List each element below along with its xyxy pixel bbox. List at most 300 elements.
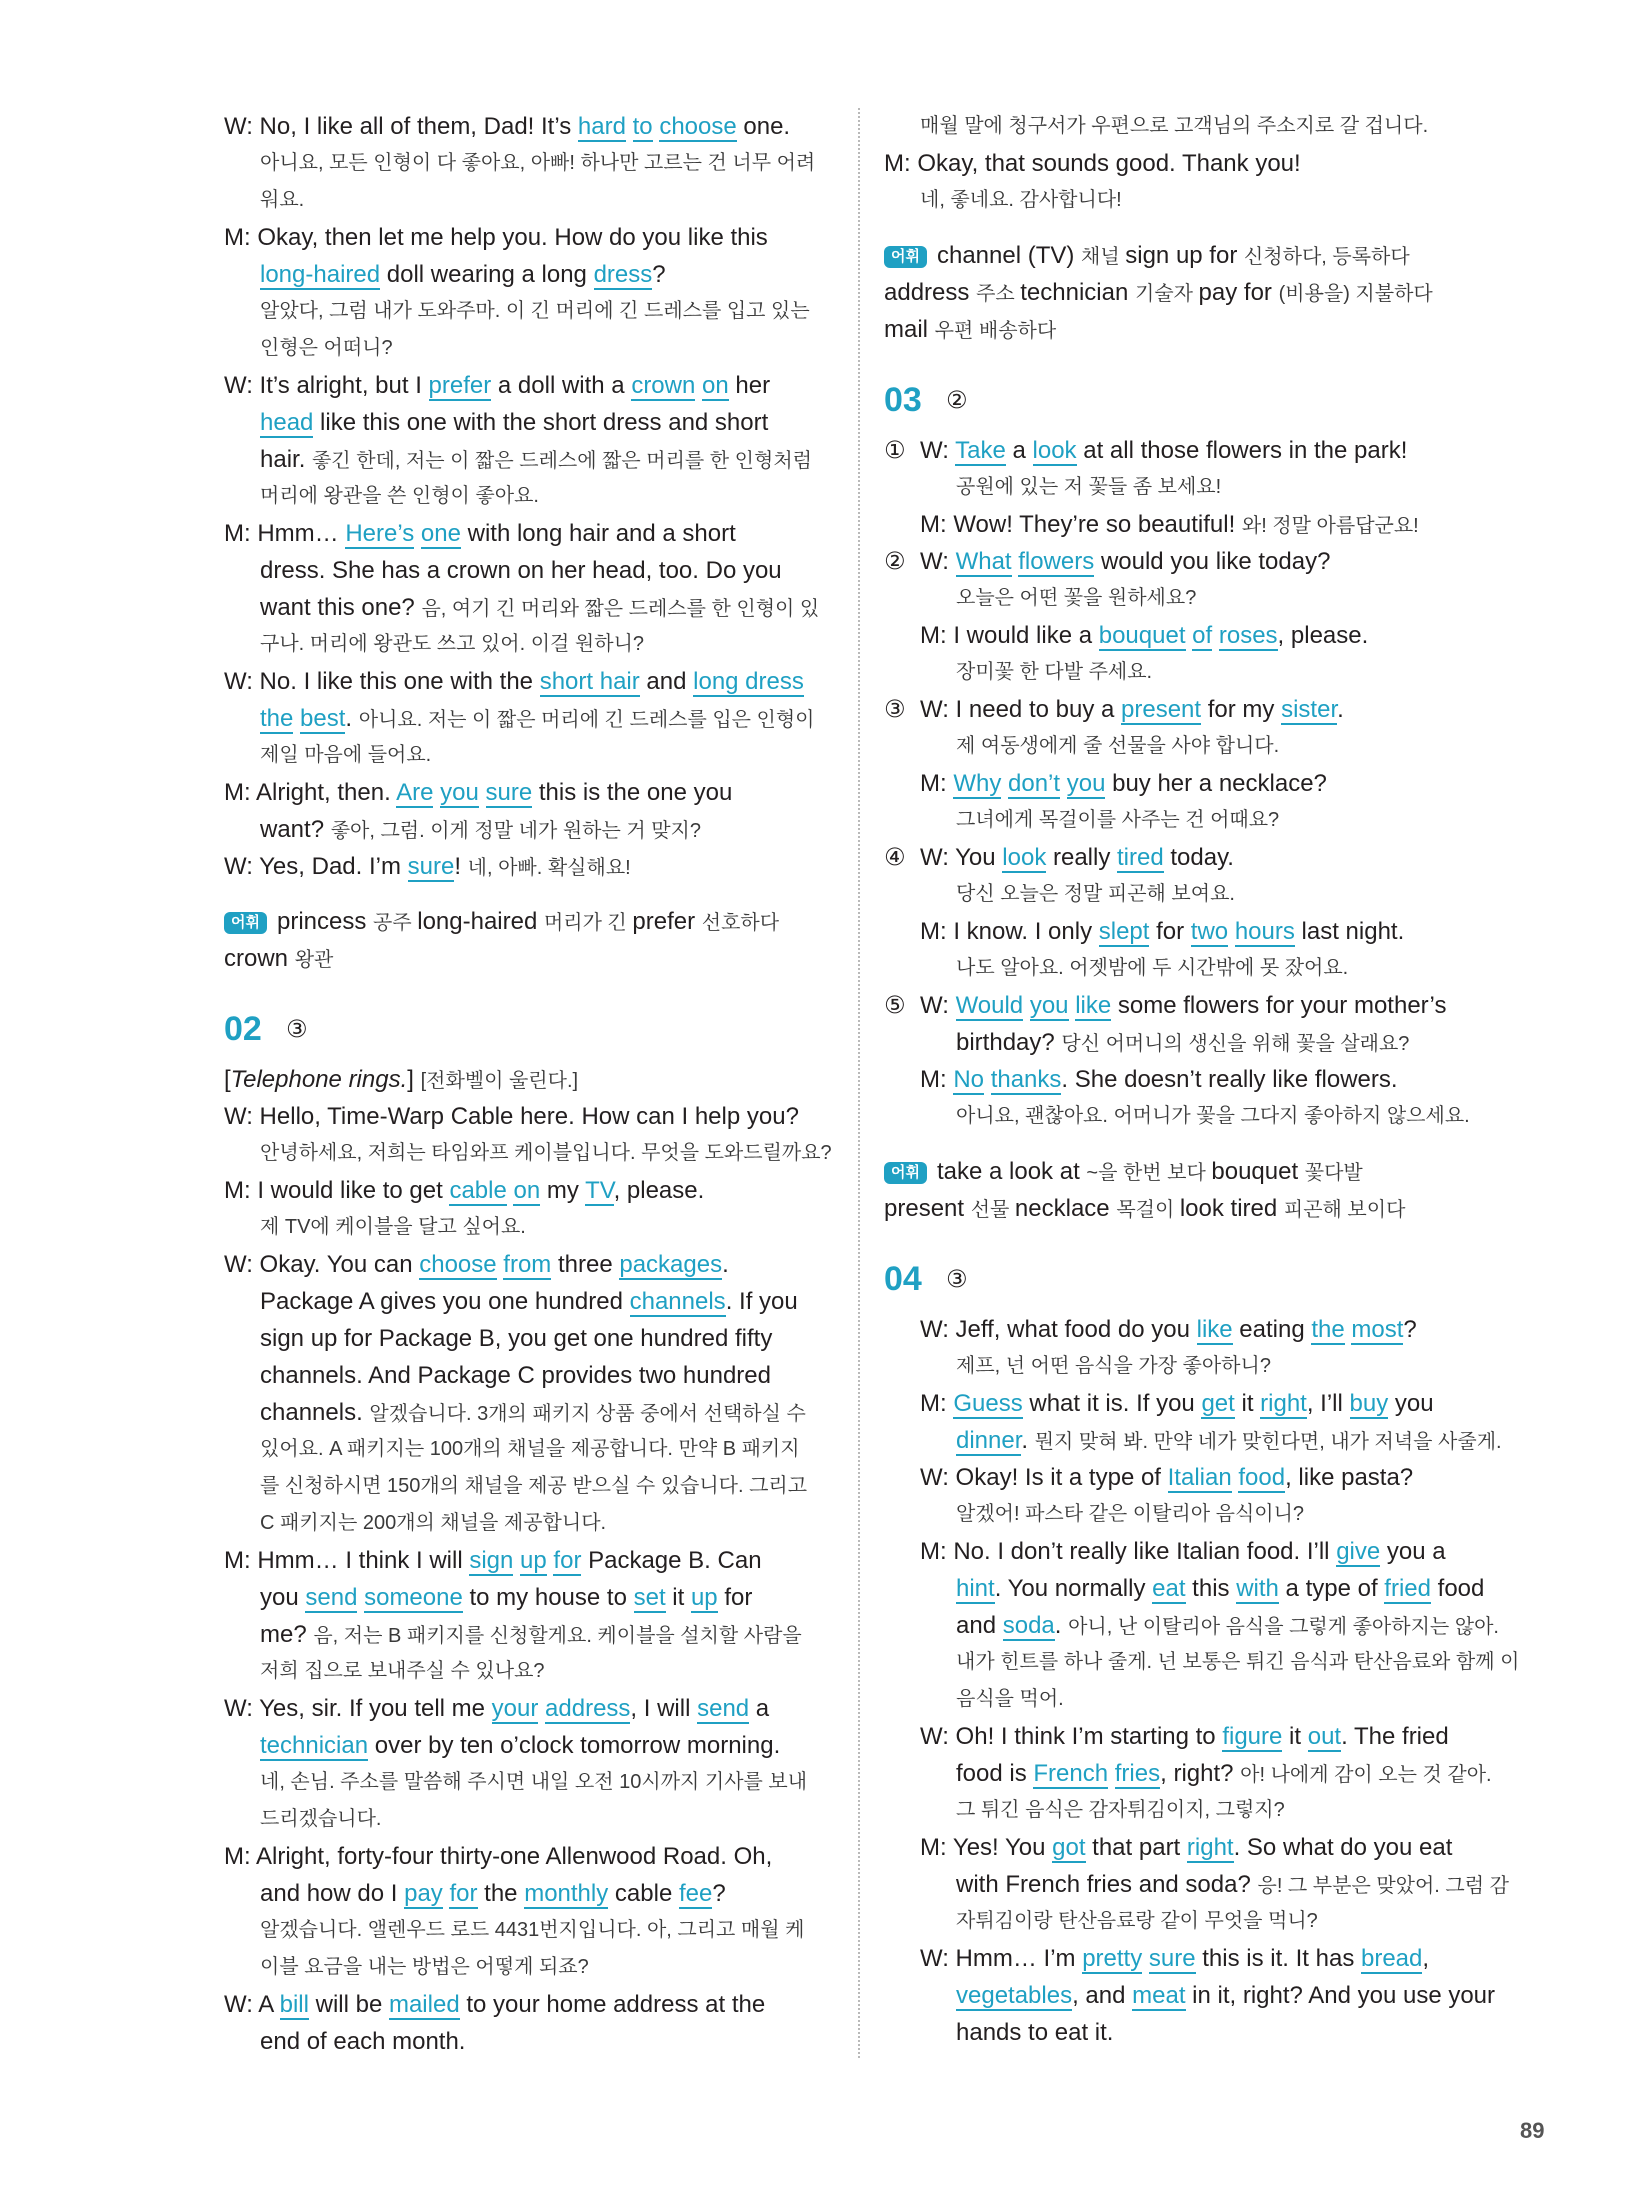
korean-translation: 뭔지 맞혀 봐. 만약 네가 맞힌다면, 내가 저녁을 사줄게. bbox=[1034, 1431, 1502, 1453]
key-word: short hair bbox=[539, 668, 640, 695]
english-text: take a look at bbox=[936, 1158, 1087, 1185]
dialogue-line bbox=[884, 274, 1544, 311]
dialogue-line bbox=[224, 367, 836, 404]
english-text: necklace bbox=[1014, 1195, 1117, 1222]
korean-line: 그 튀긴 음식은 감자튀김이지, 그렇지? bbox=[956, 1799, 1285, 1821]
key-word: Would bbox=[955, 992, 1024, 1019]
korean-translation: 응! 그 부분은 맞았어. 그럼 감 bbox=[1257, 1875, 1509, 1897]
english-text: W: bbox=[920, 437, 956, 464]
korean-line: 제프, 넌 어떤 음식을 가장 좋아하니? bbox=[956, 1355, 1271, 1377]
key-word: look bbox=[1002, 844, 1047, 871]
korean-translation: 좋아, 그럼. 이게 정말 네가 원하는 거 맞지? bbox=[330, 820, 701, 842]
english-text: M: Wow! They’re so beautiful! bbox=[920, 511, 1242, 538]
key-word: get bbox=[1201, 1390, 1235, 1417]
key-word: up bbox=[520, 1547, 547, 1574]
key-word: technician bbox=[260, 1732, 369, 1759]
dialogue-line bbox=[224, 848, 836, 885]
korean-line: 네, 손님. 주소를 말씀해 주시면 내일 오전 10시까지 기사를 보내 bbox=[260, 1771, 808, 1793]
key-word: What bbox=[955, 548, 1012, 575]
spacer bbox=[884, 1227, 1544, 1245]
key-word: with bbox=[1236, 1575, 1279, 1602]
key-word: you bbox=[1029, 992, 1069, 1019]
english-text: . bbox=[1337, 696, 1344, 723]
english-text bbox=[1023, 992, 1030, 1019]
english-text: W: bbox=[920, 992, 956, 1019]
english-text: it bbox=[1234, 1390, 1261, 1417]
korean-line: 아니요, 모든 인형이 다 좋아요, 아빠! 하나만 고르는 건 너무 어려 bbox=[260, 152, 816, 174]
key-word: two bbox=[1190, 918, 1229, 945]
english-text: W: bbox=[920, 548, 956, 575]
key-word: best bbox=[300, 705, 346, 732]
english-text: really bbox=[1046, 844, 1118, 871]
spacer bbox=[224, 977, 836, 995]
korean-line: 그녀에게 목걸이를 사주는 건 어때요? bbox=[956, 809, 1280, 831]
english-text: . So what do you eat bbox=[1233, 1834, 1453, 1861]
dialogue-line bbox=[884, 1718, 1544, 1755]
dialogue-line bbox=[884, 1755, 1544, 1792]
korean-line: 당신 오늘은 정말 피곤해 보여요. bbox=[956, 883, 1235, 905]
korean-line: 제 TV에 케이블을 달고 싶어요. bbox=[260, 1216, 526, 1238]
option-line bbox=[884, 839, 1544, 876]
section-number: 02 bbox=[224, 1009, 262, 1048]
spacer bbox=[224, 885, 836, 903]
vocab-line bbox=[884, 237, 1544, 274]
dialogue-line bbox=[224, 1838, 836, 1875]
english-text: will be bbox=[308, 1991, 389, 2018]
option-number: ④ bbox=[884, 844, 906, 871]
english-text: . bbox=[1021, 1427, 1035, 1454]
dialogue-line bbox=[884, 1570, 1544, 1607]
english-text: , please. bbox=[1277, 622, 1369, 649]
english-text bbox=[1228, 918, 1235, 945]
korean-line: 알겠습니다. 앨렌우드 로드 4431번지입니다. 아, 그리고 매월 케 bbox=[260, 1919, 805, 1941]
key-word: TV bbox=[585, 1177, 614, 1204]
dialogue-line bbox=[224, 663, 836, 700]
page-number: 89 bbox=[1520, 2118, 1545, 2143]
english-text: ] bbox=[407, 1066, 421, 1093]
english-text: a bbox=[1005, 437, 1033, 464]
key-word: hard bbox=[577, 113, 626, 140]
english-text: W: Yes, Dad. I’m bbox=[224, 853, 408, 880]
option-line bbox=[884, 432, 1544, 469]
dialogue-line bbox=[884, 1311, 1544, 1348]
dialogue-line bbox=[884, 1024, 1544, 1061]
key-word: someone bbox=[364, 1584, 463, 1611]
key-word: Here’s bbox=[345, 520, 415, 547]
english-text: channels. bbox=[260, 1399, 370, 1426]
english-text: some flowers for your mother’s bbox=[1111, 992, 1447, 1019]
option-line bbox=[884, 1061, 1544, 1098]
korean-translation: 음, 여기 긴 머리와 짧은 드레스를 한 인형이 있 bbox=[421, 598, 820, 620]
english-text: sign up for bbox=[1125, 242, 1244, 269]
english-text: want? bbox=[260, 816, 331, 843]
dialogue-line bbox=[224, 441, 836, 478]
korean-translation: 음, 저는 B 패키지를 신청할게요. 케이블을 설치할 사람을 bbox=[313, 1625, 802, 1647]
dialogue-line bbox=[884, 145, 1544, 182]
key-word: hours bbox=[1234, 918, 1295, 945]
korean-line: 를 신청하시면 150개의 채널을 제공 받으실 수 있습니다. 그리고 bbox=[260, 1475, 808, 1497]
key-word: of bbox=[1192, 622, 1213, 649]
dialogue-line bbox=[884, 1607, 1544, 1644]
english-text: W: Okay. You can bbox=[224, 1251, 420, 1278]
key-word: head bbox=[260, 409, 314, 436]
english-text: a type of bbox=[1278, 1575, 1385, 1602]
english-text: and bbox=[639, 668, 694, 695]
key-word: like bbox=[1196, 1316, 1233, 1343]
dialogue-line bbox=[224, 1616, 836, 1653]
english-text: that part bbox=[1085, 1834, 1187, 1861]
key-word: monthly bbox=[524, 1880, 609, 1907]
english-text: this bbox=[1185, 1575, 1237, 1602]
dialogue-line bbox=[224, 940, 836, 977]
key-word: bread bbox=[1360, 1945, 1423, 1972]
dialogue-line bbox=[884, 1533, 1544, 1570]
english-text: sign up for Package B, you get one hundred fifty bbox=[260, 1325, 773, 1352]
vocab-line bbox=[884, 1153, 1544, 1190]
english-text: , and bbox=[1072, 1982, 1133, 2009]
english-text: , I will bbox=[630, 1695, 698, 1722]
korean-line: 자튀김이랑 탄산음료랑 같이 무엇을 먹니? bbox=[956, 1910, 1318, 1932]
korean-line: 구나. 머리에 왕관도 쓰고 있어. 이걸 원하니? bbox=[260, 633, 645, 655]
option-line bbox=[884, 506, 1544, 543]
english-text bbox=[1108, 1760, 1115, 1787]
korean-line: 안녕하세요, 저희는 타임와프 케이블입니다. 무엇을 도와드릴까요? bbox=[260, 1142, 832, 1164]
key-word: bill bbox=[279, 1991, 309, 2018]
english-text: it bbox=[665, 1584, 691, 1611]
dialogue-line bbox=[224, 1542, 836, 1579]
option-line bbox=[884, 691, 1544, 728]
korean-translation: 당신 어머니의 생신을 위해 꽃을 살래요? bbox=[1061, 1033, 1410, 1055]
english-text: in it, right? And you use your bbox=[1185, 1982, 1496, 2009]
key-word: soda bbox=[1002, 1612, 1055, 1639]
english-text: M: I know. I only bbox=[920, 918, 1099, 945]
korean-line: C 패키지는 200개의 채널을 제공합니다. bbox=[260, 1512, 607, 1534]
korean-line: 오늘은 어떤 꽃을 원하세요? bbox=[956, 587, 1197, 609]
key-word: French bbox=[1033, 1760, 1109, 1787]
english-text: M: I would like to get bbox=[224, 1177, 450, 1204]
korean-line: 공원에 있는 저 꽃들 좀 보세요! bbox=[956, 476, 1222, 498]
spacer bbox=[884, 348, 1544, 366]
english-text bbox=[695, 372, 702, 399]
english-text: today. bbox=[1163, 844, 1234, 871]
dialogue-line bbox=[224, 404, 836, 441]
korean-translation: 선호하다 bbox=[701, 912, 780, 934]
key-word: vegetables bbox=[956, 1982, 1073, 2009]
english-text bbox=[479, 779, 486, 806]
english-text: want this one? bbox=[260, 594, 422, 621]
english-text: M: Yes! You bbox=[920, 1834, 1053, 1861]
english-text: M: Hmm… I think I will bbox=[224, 1547, 470, 1574]
key-word: out bbox=[1307, 1723, 1342, 1750]
english-text: address bbox=[884, 279, 977, 306]
key-word: sister bbox=[1281, 696, 1338, 723]
english-text: . The fried bbox=[1341, 1723, 1449, 1750]
english-text: a doll with a bbox=[491, 372, 632, 399]
english-text: W: It’s alright, but I bbox=[224, 372, 429, 399]
key-word: tired bbox=[1117, 844, 1164, 871]
korean-translation: 좋긴 한데, 저는 이 짧은 드레스에 짧은 머리를 한 인형처럼 bbox=[312, 450, 812, 472]
english-text: birthday? bbox=[956, 1029, 1062, 1056]
korean-line: 제 여동생에게 줄 선물을 사야 합니다. bbox=[956, 735, 1280, 757]
korean-line: 저희 집으로 보내주실 수 있나요? bbox=[260, 1660, 545, 1682]
korean-translation: 우편 배송하다 bbox=[934, 320, 1057, 342]
key-word: Italian bbox=[1167, 1464, 1232, 1491]
key-word: for bbox=[553, 1547, 582, 1574]
english-text: Package A gives you one hundred bbox=[260, 1288, 630, 1315]
english-text: and bbox=[956, 1612, 1003, 1639]
english-text: W: A bbox=[224, 1991, 280, 2018]
english-text: , like pasta? bbox=[1285, 1464, 1414, 1491]
key-word: pretty bbox=[1082, 1945, 1143, 1972]
option-line bbox=[884, 987, 1544, 1024]
korean-line: 알겠어! 파스타 같은 이탈리아 음식이니? bbox=[956, 1503, 1305, 1525]
korean-translation: 네, 아빠. 확실해요! bbox=[467, 857, 631, 879]
english-text: with long hair and a short bbox=[460, 520, 736, 547]
key-word: the bbox=[260, 705, 294, 732]
english-text: me? bbox=[260, 1621, 314, 1648]
key-word: eat bbox=[1152, 1575, 1186, 1602]
dialogue-line bbox=[224, 1357, 836, 1394]
key-word: present bbox=[1121, 696, 1202, 723]
key-word: buy bbox=[1349, 1390, 1389, 1417]
key-word: packages bbox=[619, 1251, 723, 1278]
key-word: prefer bbox=[428, 372, 492, 399]
vocab-tag: 어휘 bbox=[224, 912, 267, 934]
english-text: this is it. It has bbox=[1195, 1945, 1361, 1972]
english-text: prefer bbox=[632, 908, 702, 935]
korean-line: 매월 말에 청구서가 우편으로 고객님의 주소지로 갈 겁니다. bbox=[920, 115, 1429, 137]
section-header bbox=[884, 372, 1544, 428]
dialogue-line bbox=[224, 1246, 836, 1283]
english-text: over by ten o’clock tomorrow morning. bbox=[368, 1732, 781, 1759]
dialogue-line bbox=[884, 1829, 1544, 1866]
dialogue-line bbox=[224, 552, 836, 589]
option-number: ③ bbox=[884, 696, 906, 723]
dialogue-line bbox=[224, 811, 836, 848]
korean-line: 있어요. A 패키지는 100개의 채널을 제공합니다. 만약 B 패키지 bbox=[260, 1438, 800, 1460]
korean-line: 네, 좋네요. 감사합니다! bbox=[920, 189, 1122, 211]
english-text: M: bbox=[920, 770, 954, 797]
dialogue-line bbox=[224, 1283, 836, 1320]
korean-translation: 알겠습니다. 3개의 패키지 상품 중에서 선택하실 수 bbox=[369, 1403, 806, 1425]
key-word: dress bbox=[593, 261, 653, 288]
option-line bbox=[884, 617, 1544, 654]
vocab-line bbox=[224, 903, 836, 940]
korean-line: 워요. bbox=[260, 189, 305, 211]
english-text: look tired bbox=[1179, 1195, 1284, 1222]
right-column bbox=[884, 108, 1544, 2051]
key-word: Are bbox=[396, 779, 434, 806]
english-text: technician bbox=[1020, 279, 1136, 306]
dialogue-line bbox=[224, 256, 836, 293]
key-word: sign bbox=[469, 1547, 514, 1574]
key-word: most bbox=[1351, 1316, 1404, 1343]
english-text: crown bbox=[224, 945, 295, 972]
english-text: eating bbox=[1232, 1316, 1312, 1343]
column-divider bbox=[858, 108, 860, 2058]
english-text: end of each month. bbox=[260, 2028, 466, 2055]
key-word: Why bbox=[953, 770, 1002, 797]
key-word: send bbox=[697, 1695, 750, 1722]
key-word: sure bbox=[1148, 1945, 1196, 1972]
english-text: ? bbox=[652, 261, 666, 288]
key-word: don’t bbox=[1008, 770, 1061, 797]
dialogue-line bbox=[224, 1061, 836, 1098]
english-text: present bbox=[884, 1195, 971, 1222]
english-text: W: You bbox=[920, 844, 1003, 871]
dialogue-line bbox=[884, 1866, 1544, 1903]
english-text: three bbox=[551, 1251, 620, 1278]
english-text bbox=[626, 113, 633, 140]
key-word: got bbox=[1052, 1834, 1086, 1861]
key-word: the bbox=[1311, 1316, 1345, 1343]
english-text: what it is. If you bbox=[1022, 1390, 1202, 1417]
korean-translation: 머리가 긴 bbox=[543, 912, 633, 934]
english-text: her bbox=[728, 372, 771, 399]
english-text: W: Jeff, what food do you bbox=[920, 1316, 1197, 1343]
english-text: [ bbox=[224, 1066, 231, 1093]
english-text: bouquet bbox=[1211, 1158, 1305, 1185]
english-text: M: Hmm… bbox=[224, 520, 346, 547]
korean-translation: 와! 정말 아름답군요! bbox=[1241, 515, 1419, 537]
english-text: channels. And Package C provides two hundred bbox=[260, 1362, 771, 1389]
english-text: would you like today? bbox=[1094, 548, 1331, 575]
key-word: to bbox=[632, 113, 653, 140]
key-word: Take bbox=[955, 437, 1006, 464]
section-number: 04 bbox=[884, 1259, 922, 1298]
english-text: W: No. I like this one with the bbox=[224, 668, 540, 695]
key-word: your bbox=[491, 1695, 539, 1722]
english-text bbox=[1212, 622, 1219, 649]
english-text: you bbox=[1388, 1390, 1434, 1417]
key-word: fried bbox=[1384, 1575, 1431, 1602]
key-word: meat bbox=[1132, 1982, 1186, 2009]
key-word: on bbox=[513, 1177, 541, 1204]
dialogue-line bbox=[224, 1986, 836, 2023]
korean-translation: 왕관 bbox=[294, 949, 334, 971]
spacer bbox=[884, 219, 1544, 237]
korean-translation: 채널 bbox=[1081, 246, 1126, 268]
dialogue-line bbox=[224, 1098, 836, 1135]
dialogue-line bbox=[224, 515, 836, 552]
english-text: princess bbox=[276, 908, 374, 935]
korean-translation: 기술자 bbox=[1135, 283, 1199, 305]
option-line bbox=[884, 765, 1544, 802]
english-text: . bbox=[1054, 1612, 1069, 1639]
option-line bbox=[884, 543, 1544, 580]
english-text: , right? bbox=[1160, 1760, 1241, 1787]
key-word: roses bbox=[1218, 622, 1278, 649]
korean-line: 나도 알아요. 어젯밤에 두 시간밖에 못 잤어요. bbox=[956, 957, 1349, 979]
answer-mark: ③ bbox=[946, 1265, 968, 1293]
korean-line: 제일 마음에 들어요. bbox=[260, 744, 432, 766]
english-text bbox=[414, 520, 421, 547]
english-text: mail bbox=[884, 316, 935, 343]
dialogue-line bbox=[224, 1172, 836, 1209]
korean-translation: 아! 나에게 감이 오는 것 같아. bbox=[1240, 1764, 1492, 1786]
dialogue-line bbox=[224, 108, 836, 145]
english-text: for my bbox=[1201, 696, 1282, 723]
korean-translation: 꽃다발 bbox=[1304, 1162, 1363, 1184]
dialogue-line bbox=[224, 1875, 836, 1912]
key-word: look bbox=[1032, 437, 1077, 464]
key-word: fries bbox=[1114, 1760, 1161, 1787]
key-word: fee bbox=[678, 1880, 713, 1907]
english-text: food is bbox=[956, 1760, 1034, 1787]
english-text: a bbox=[749, 1695, 770, 1722]
dialogue-line bbox=[224, 219, 836, 256]
english-text: and how do I bbox=[260, 1880, 405, 1907]
left-column bbox=[224, 108, 836, 2060]
key-word: on bbox=[702, 372, 729, 399]
korean-line: 알았다, 그럼 내가 도와주마. 이 긴 머리에 긴 드레스를 입고 있는 bbox=[260, 300, 810, 322]
english-text: buy her a necklace? bbox=[1105, 770, 1327, 797]
key-word: set bbox=[633, 1584, 666, 1611]
korean-line: 아니요, 괜찮아요. 어머니가 꽃을 그다지 좋아하지 않으세요. bbox=[956, 1105, 1470, 1127]
key-word: thanks bbox=[990, 1066, 1062, 1093]
key-word: figure bbox=[1222, 1723, 1283, 1750]
dialogue-line bbox=[224, 1320, 836, 1357]
english-text: W: No, I like all of them, Dad! It’s bbox=[224, 113, 578, 140]
answer-mark: ③ bbox=[286, 1015, 308, 1043]
english-text: . She doesn’t really like flowers. bbox=[1061, 1066, 1398, 1093]
dialogue-line bbox=[884, 1977, 1544, 2014]
english-text: hands to eat it. bbox=[956, 2019, 1114, 2046]
english-text: you a bbox=[1380, 1538, 1446, 1565]
key-word: Guess bbox=[953, 1390, 1023, 1417]
vocab-tag: 어휘 bbox=[884, 246, 927, 268]
english-text bbox=[1001, 770, 1008, 797]
korean-line: 장미꽃 한 다발 주세요. bbox=[956, 661, 1153, 683]
key-word: send bbox=[305, 1584, 358, 1611]
stage-direction: Telephone rings. bbox=[230, 1066, 408, 1093]
english-text: hair. bbox=[260, 446, 313, 473]
korean-line: 음식을 먹어. bbox=[956, 1688, 1064, 1710]
english-text: ! bbox=[454, 853, 468, 880]
dialogue-line bbox=[884, 1190, 1544, 1227]
option-number: ⑤ bbox=[884, 992, 906, 1019]
key-word: you bbox=[1066, 770, 1106, 797]
key-word: cable bbox=[449, 1177, 507, 1204]
key-word: mailed bbox=[388, 1991, 460, 2018]
key-word: slept bbox=[1098, 918, 1150, 945]
key-word: long dress bbox=[693, 668, 804, 695]
english-text: M: bbox=[920, 1066, 954, 1093]
english-text: with French fries and soda? bbox=[956, 1871, 1258, 1898]
english-text: M: Okay, then let me help you. How do you like this bbox=[224, 224, 768, 251]
key-word: flowers bbox=[1018, 548, 1095, 575]
spacer bbox=[884, 1135, 1544, 1153]
english-text: W: I need to buy a bbox=[920, 696, 1122, 723]
key-word: channels bbox=[629, 1288, 726, 1315]
korean-translation: (비용을) 지불하다 bbox=[1278, 283, 1433, 305]
dialogue-line bbox=[224, 1579, 836, 1616]
english-text: W: Oh! I think I’m starting to bbox=[920, 1723, 1223, 1750]
korean-line: 내가 힌트를 하나 줄게. 넌 보통은 튀긴 음식과 탄산음료와 함께 이 bbox=[956, 1651, 1520, 1673]
english-text: my bbox=[540, 1177, 586, 1204]
key-word: up bbox=[690, 1584, 718, 1611]
korean-translation: 선물 bbox=[970, 1199, 1015, 1221]
dialogue-line bbox=[224, 1394, 836, 1431]
english-text: . If you bbox=[725, 1288, 798, 1315]
english-text: M: I would like a bbox=[920, 622, 1099, 649]
option-number: ① bbox=[884, 437, 906, 464]
dialogue-line bbox=[884, 1940, 1544, 1977]
dialogue-line bbox=[884, 1385, 1544, 1422]
vocab-tag: 어휘 bbox=[884, 1162, 927, 1184]
korean-translation: 공주 bbox=[373, 912, 418, 934]
english-text: Package B. Can bbox=[581, 1547, 762, 1574]
